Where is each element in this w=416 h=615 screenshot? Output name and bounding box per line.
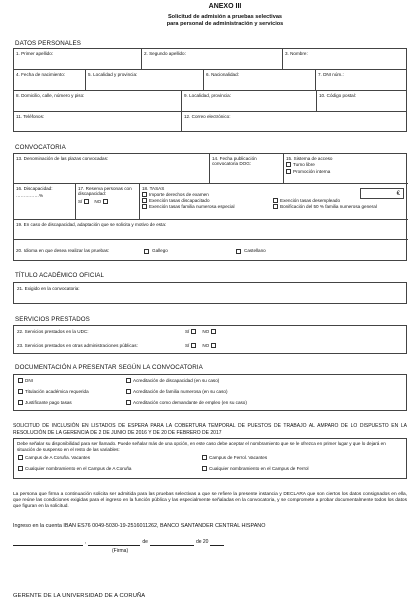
service-other-label: 23. Servicios prestados en otras administraciones públicas: [17,343,138,348]
any-ferrol-label: Cualquier nombramiento en el Campus de Ferrol [209,466,309,471]
field-adaptation[interactable]: 19. En caso de discapacidad, adaptación que se solicita y motivo de esta: [14,220,408,240]
disability-percent: ……………% [16,193,44,199]
doc-left-2 [18,389,89,395]
field-address[interactable]: 8. Domicilio, calle, número y piso: [14,91,182,112]
reserve-si-checkbox[interactable] [84,199,89,204]
promocion-interna-label: Promoción interna [293,168,331,174]
doc-fee-receipt-label: Justificante pago tasas [25,400,72,405]
gallego-label: Gallego [152,248,168,254]
any-coruna-checkbox[interactable] [18,466,23,471]
form-title [100,14,350,28]
service-other-no-label: NO [202,343,210,348]
section-titulo: TÍTULO ACADÉMICO OFICIAL [15,272,105,279]
field-dni[interactable]: 7. DNI núm.: [316,70,407,91]
signature-year-line[interactable] [210,541,224,546]
promocion-interna-checkbox[interactable] [286,169,291,174]
doc-jobseeker-label: Acreditación como demandante de empleo (en su caso) [133,400,247,405]
field-publication-date[interactable] [210,154,284,184]
signature-place-line[interactable] [13,541,83,546]
signature-month-line[interactable] [150,541,194,546]
service-other-si-label: SÍ [185,343,190,348]
service-udc-label: 22. Servicios prestados en la UDC: [17,329,89,334]
access-system-label: 15. Sistema de acceso [286,155,333,161]
campus-ferrol-vacantes-label: Campus de Ferrol. Vacantes [209,455,268,460]
service-udc-si-checkbox[interactable] [191,329,196,334]
field-nationality[interactable]: 6. Nacionalidad: [204,70,316,91]
field-first-surname[interactable]: 1. Primer apellido: [14,49,142,70]
doc-fee-receipt-checkbox[interactable] [18,400,23,405]
reserve-no-checkbox[interactable] [103,199,108,204]
section-personal: DATOS PERSONALES [15,40,82,47]
castellano-label: Castellano [244,248,266,254]
listas-opt2 [202,455,267,461]
field-fees [140,184,408,220]
signature-label: (Firma) [112,548,129,554]
fee-disabled-label: Exención tasas discapacitado [149,197,210,203]
field-locality[interactable]: 9. Localidad, provincia: [182,91,317,112]
fee-exam-label: Importe derechos de examen [149,191,209,197]
declaration-text: La persona que firma a continuación solicita ser admitida para las pruebas selectivas a que se refiere la presente instancia y DECLARA que son ciertos los datos consignados en ella, que reúne las condiciones exigidas para el ingreso en la función pública y las especialmente señaladas en la convocatoria, y se compromete a probar documentalmente todos los datos que figuran en la solicitud. [13,492,407,510]
form-title-line2: para personal de administración y servicios [166,21,284,27]
servicios-grid [13,325,407,354]
doc-right-3 [126,400,247,406]
signature-de1: de [142,539,148,545]
campus-coruna-vacantes-label: Campus de A Coruña. Vacantes [25,455,91,460]
euro-symbol: € [396,191,400,197]
service-other-row [17,343,216,349]
fee-large-family-special-checkbox[interactable] [142,204,147,209]
castellano-checkbox[interactable] [236,249,241,254]
signature-line [13,540,313,546]
doc-left-1 [18,378,33,384]
service-udc-row [17,329,216,335]
field-publication-date-label2: convocatoria DOG: [212,161,252,167]
language-label: 20. Idioma en que desea realizar las pruebas: [16,248,110,254]
turno-libre-checkbox[interactable] [286,162,291,167]
doc-right-2 [126,389,227,395]
disability-label: 16. Discapacidad: [16,185,53,191]
fee-large-family-general-label: Bonificación del 50 % familia numerosa general [280,203,377,209]
campus-ferrol-vacantes-checkbox[interactable] [202,455,207,460]
fee-large-family-general-checkbox[interactable] [273,204,278,209]
doc-dni-checkbox[interactable] [18,378,23,383]
reserve-no-label: NO [94,198,102,204]
form-title-line1: Solicitud de admisión a pruebas selectivas [167,14,283,20]
fee-amount-field[interactable] [360,188,404,199]
service-udc-no-label: NO [202,329,210,334]
any-coruna-label: Cualquier nombramiento en el Campus de A Coruña [25,466,132,471]
doc-large-family-label: Acreditación de familia numerosa (en su caso) [133,389,228,394]
doc-jobseeker-checkbox[interactable] [126,400,131,405]
field-birth-place[interactable]: 5. Localidad y provincia: [86,70,204,91]
field-name[interactable]: 3. Nombre: [283,49,407,70]
doc-degree-checkbox[interactable] [18,389,23,394]
field-degree[interactable] [13,282,407,304]
signature-de2: de 20 [195,539,209,545]
field-positions[interactable]: 13. Denominación de las plazas convocadas: [14,154,210,184]
doc-dni-label: DNI [25,378,33,383]
field-second-surname[interactable]: 2. Segundo apellido: [142,49,283,70]
signature-day-line[interactable] [88,541,140,546]
gallego-checkbox[interactable] [144,249,149,254]
fee-unemployed-label: Exención tasas desempleado [280,197,341,203]
field-postal-code[interactable]: 10. Código postal: [317,91,407,112]
any-ferrol-checkbox[interactable] [202,466,207,471]
doc-disability-checkbox[interactable] [126,378,131,383]
doc-degree-label: Titulación académica requerida [25,389,89,394]
fee-unemployed-checkbox[interactable] [273,198,278,203]
annex-label: ANEXO III [208,3,242,10]
listas-intro: Debe señalar su disponibilidad para ser llamado. Puede señalar más de una opción, en este caso debe aceptar el nombramiento que se le ofrezca en primer lugar y que lo dejará en situación de suspenso en el resto de las variables: [17,441,386,452]
fee-large-family-special-label: Exención tasas familia numerosa especial [149,203,235,209]
fee-disabled-checkbox[interactable] [142,198,147,203]
section-convocatoria: CONVOCATORIA [15,144,66,151]
doc-left-3 [18,400,72,406]
section-servicios: SERVICIOS PRESTADOS [15,316,90,323]
listas-opt4 [202,466,309,472]
doc-right-1 [126,378,219,384]
signature-comma: , [85,539,87,545]
field-access-system [284,154,408,184]
section-documentacion: DOCUMENTACIÓN A PRESENTAR SEGÚN LA CONVOCATORIA [15,364,203,371]
service-other-si-checkbox[interactable] [191,343,196,348]
service-udc-si-label: SÍ [185,329,190,334]
reserve-label: 17. Reserva personas con discapacidad: [78,185,132,197]
doc-large-family-checkbox[interactable] [126,389,131,394]
listas-heading: SOLICITUD DE INCLUSIÓN EN LISTADOS DE ESPERA PARA LA COBERTURA TEMPORAL DE PUESTOS DE TRABAJO AL AMPARO DE LO DISPUESTO EN LA RESOLUCIÓN DE LA GERENCIA DE 2 DE JUNIO DE 2016 Y DE 20 DE FEBRERO DE 2017 [13,423,407,436]
field-reserve [76,184,140,220]
listas-box [13,438,407,479]
field-publication-date-label1: 14. Fecha publicación [212,155,257,161]
field-disability[interactable] [14,184,76,220]
service-other-no-checkbox[interactable] [211,343,216,348]
listas-opt3 [18,466,131,472]
reserve-si-label: SÍ [78,198,83,204]
bank-account-text: Ingreso en la cuenta IBAN ES76 0049-5030-19-2516011262, BANCO SANTANDER CENTRAL HISPANO [13,523,266,529]
turno-libre-label: Turno libre [293,162,315,168]
personal-grid [13,48,407,132]
field-phones[interactable]: 11. Teléfonos: [14,112,182,132]
field-email[interactable]: 12. Correo electrónico: [184,113,231,119]
listas-opt1 [18,455,90,461]
doc-disability-label: Acreditación de discapacidad (en su caso) [133,378,220,383]
fee-exam-checkbox[interactable] [142,192,147,197]
degree-label: 21. Exigido en la convocatoria: [17,286,80,291]
field-birth-date[interactable]: 4. Fecha de nacimiento: [14,70,86,91]
footer-addressee: GERENTE DE LA UNIVERSIDAD DE A CORUÑA [13,593,146,599]
field-language [14,240,408,262]
service-udc-no-checkbox[interactable] [211,329,216,334]
convocatoria-grid [13,153,407,261]
campus-coruna-vacantes-checkbox[interactable] [18,455,23,460]
fees-label: 18. TASAS [142,185,165,191]
documentacion-grid [13,374,407,411]
